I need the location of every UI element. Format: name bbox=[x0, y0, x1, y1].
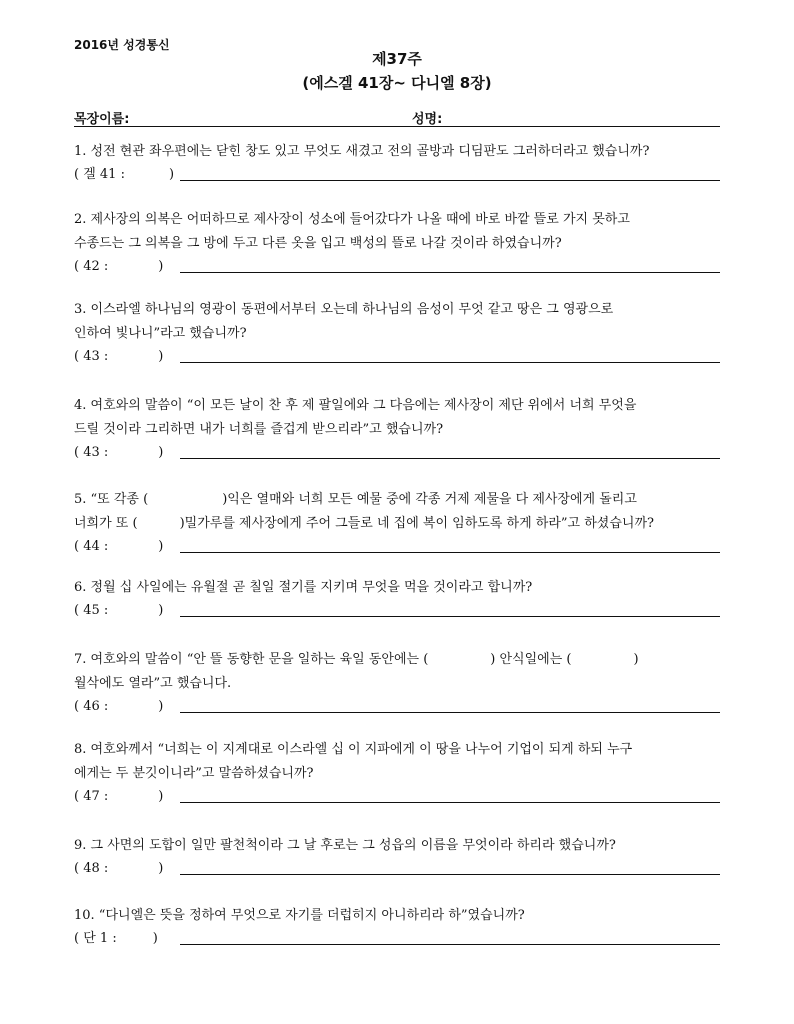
question-text: 9. 그 사면의 도합이 일만 팔천척이라 그 날 후로는 그 성읍의 이름을 무엇이라 하리라 했습니까? bbox=[74, 838, 616, 853]
answer-row[interactable] bbox=[74, 442, 720, 464]
question-text-line-2: 드릴 것이라 그리하면 내가 너희를 즐겁게 받으리라”고 했습니까? bbox=[74, 422, 444, 437]
answer-line[interactable] bbox=[180, 552, 720, 553]
verse-reference: ( 겔 41 : ) bbox=[74, 167, 175, 182]
verse-reference: ( 47 : ) bbox=[74, 789, 164, 804]
answer-line[interactable] bbox=[180, 616, 720, 617]
question-text-line-1: 8. 여호와께서 “너희는 이 지계대로 이스라엘 십 이 지파에게 이 땅을 나누어 기업이 되게 하되 누구 bbox=[74, 742, 633, 757]
answer-line[interactable] bbox=[180, 712, 720, 713]
question-text-line-1: 4. 여호와의 말씀이 “이 모든 날이 찬 후 제 팔일에와 그 다음에는 제사장이 제단 위에서 너희 무엇을 bbox=[74, 398, 637, 413]
answer-row[interactable] bbox=[74, 786, 720, 808]
week-title: 제37주 bbox=[372, 50, 422, 68]
verse-reference: ( 48 : ) bbox=[74, 861, 164, 876]
answer-row[interactable] bbox=[74, 256, 720, 278]
question-6 bbox=[74, 576, 720, 622]
answer-line[interactable] bbox=[180, 272, 720, 273]
question-text: 10. “다니엘은 뜻을 정하여 무엇으로 자기를 더럽히지 아니하리라 하”였습니까? bbox=[74, 908, 525, 923]
question-10 bbox=[74, 904, 720, 950]
question-text-line-1: 7. 여호와의 말씀이 “안 뜰 동향한 문을 일하는 육일 동안에는 ( ) 안식일에는 ( ) bbox=[74, 652, 639, 667]
verse-reference: ( 42 : ) bbox=[74, 259, 164, 274]
question-text-line-2: 인하여 빛나니”라고 했습니까? bbox=[74, 326, 247, 341]
answer-row[interactable] bbox=[74, 928, 720, 950]
question-9 bbox=[74, 834, 720, 880]
question-text-line-1: 2. 제사장의 의복은 어떠하므로 제사장이 성소에 들어갔다가 나올 때에 바로 바깥 뜰로 가지 못하고 bbox=[74, 212, 630, 227]
verse-reference: ( 43 : ) bbox=[74, 349, 164, 364]
answer-line[interactable] bbox=[180, 362, 720, 363]
verse-reference: ( 46 : ) bbox=[74, 699, 164, 714]
answer-line[interactable] bbox=[180, 944, 720, 945]
question-2 bbox=[74, 208, 720, 278]
pastor-name-label: 목장이름: bbox=[74, 112, 130, 127]
answer-line[interactable] bbox=[180, 802, 720, 803]
verse-reference: ( 44 : ) bbox=[74, 539, 164, 554]
question-text-line-2: 수종드는 그 의복을 그 방에 두고 다른 옷을 입고 백성의 뜰로 나갈 것이라 하였습니까? bbox=[74, 236, 562, 251]
question-5 bbox=[74, 488, 720, 558]
answer-row[interactable] bbox=[74, 858, 720, 880]
verse-reference: ( 43 : ) bbox=[74, 445, 164, 460]
answer-line[interactable] bbox=[180, 180, 720, 181]
answer-line[interactable] bbox=[180, 458, 720, 459]
form-header-row bbox=[74, 108, 720, 127]
question-4 bbox=[74, 394, 720, 464]
name-label: 성명: bbox=[412, 112, 443, 127]
question-1 bbox=[74, 140, 720, 186]
question-text-line-1: 5. “또 각종 ( )익은 열매와 너희 모든 예물 중에 각종 거제 제물을 다 제사장에게 돌리고 bbox=[74, 492, 637, 507]
question-text-line-2: 월삭에도 열라”고 했습니다. bbox=[74, 676, 232, 691]
question-text-line-2: 에게는 두 분깃이니라”고 말씀하셨습니까? bbox=[74, 766, 314, 781]
answer-row[interactable] bbox=[74, 164, 720, 186]
header-year-label: 2016년 성경통신 bbox=[74, 38, 170, 52]
question-3 bbox=[74, 298, 720, 368]
question-8 bbox=[74, 738, 720, 808]
answer-line[interactable] bbox=[180, 874, 720, 875]
question-7 bbox=[74, 648, 720, 718]
question-text-line-1: 3. 이스라엘 하나님의 영광이 동편에서부터 오는데 하나님의 음성이 무엇 같고 땅은 그 영광으로 bbox=[74, 302, 614, 317]
verse-reference: ( 45 : ) bbox=[74, 603, 164, 618]
book-range-title: (에스겔 41장~ 다니엘 8장) bbox=[302, 74, 492, 92]
answer-row[interactable] bbox=[74, 696, 720, 718]
question-text: 6. 정월 십 사일에는 유월절 곧 칠일 절기를 지키며 무엇을 먹을 것이라고 합니까? bbox=[74, 580, 533, 595]
answer-row[interactable] bbox=[74, 536, 720, 558]
question-text: 1. 성전 현관 좌우편에는 닫힌 창도 있고 무엇도 새겼고 전의 골방과 디딤판도 그러하더라고 했습니까? bbox=[74, 144, 650, 159]
answer-row[interactable] bbox=[74, 600, 720, 622]
answer-row[interactable] bbox=[74, 346, 720, 368]
question-text-line-2: 너희가 또 ( )밀가루를 제사장에게 주어 그들로 네 집에 복이 임하도록 하게 하라”고 하셨습니까? bbox=[74, 516, 655, 531]
verse-reference: ( 단 1 : ) bbox=[74, 931, 158, 946]
